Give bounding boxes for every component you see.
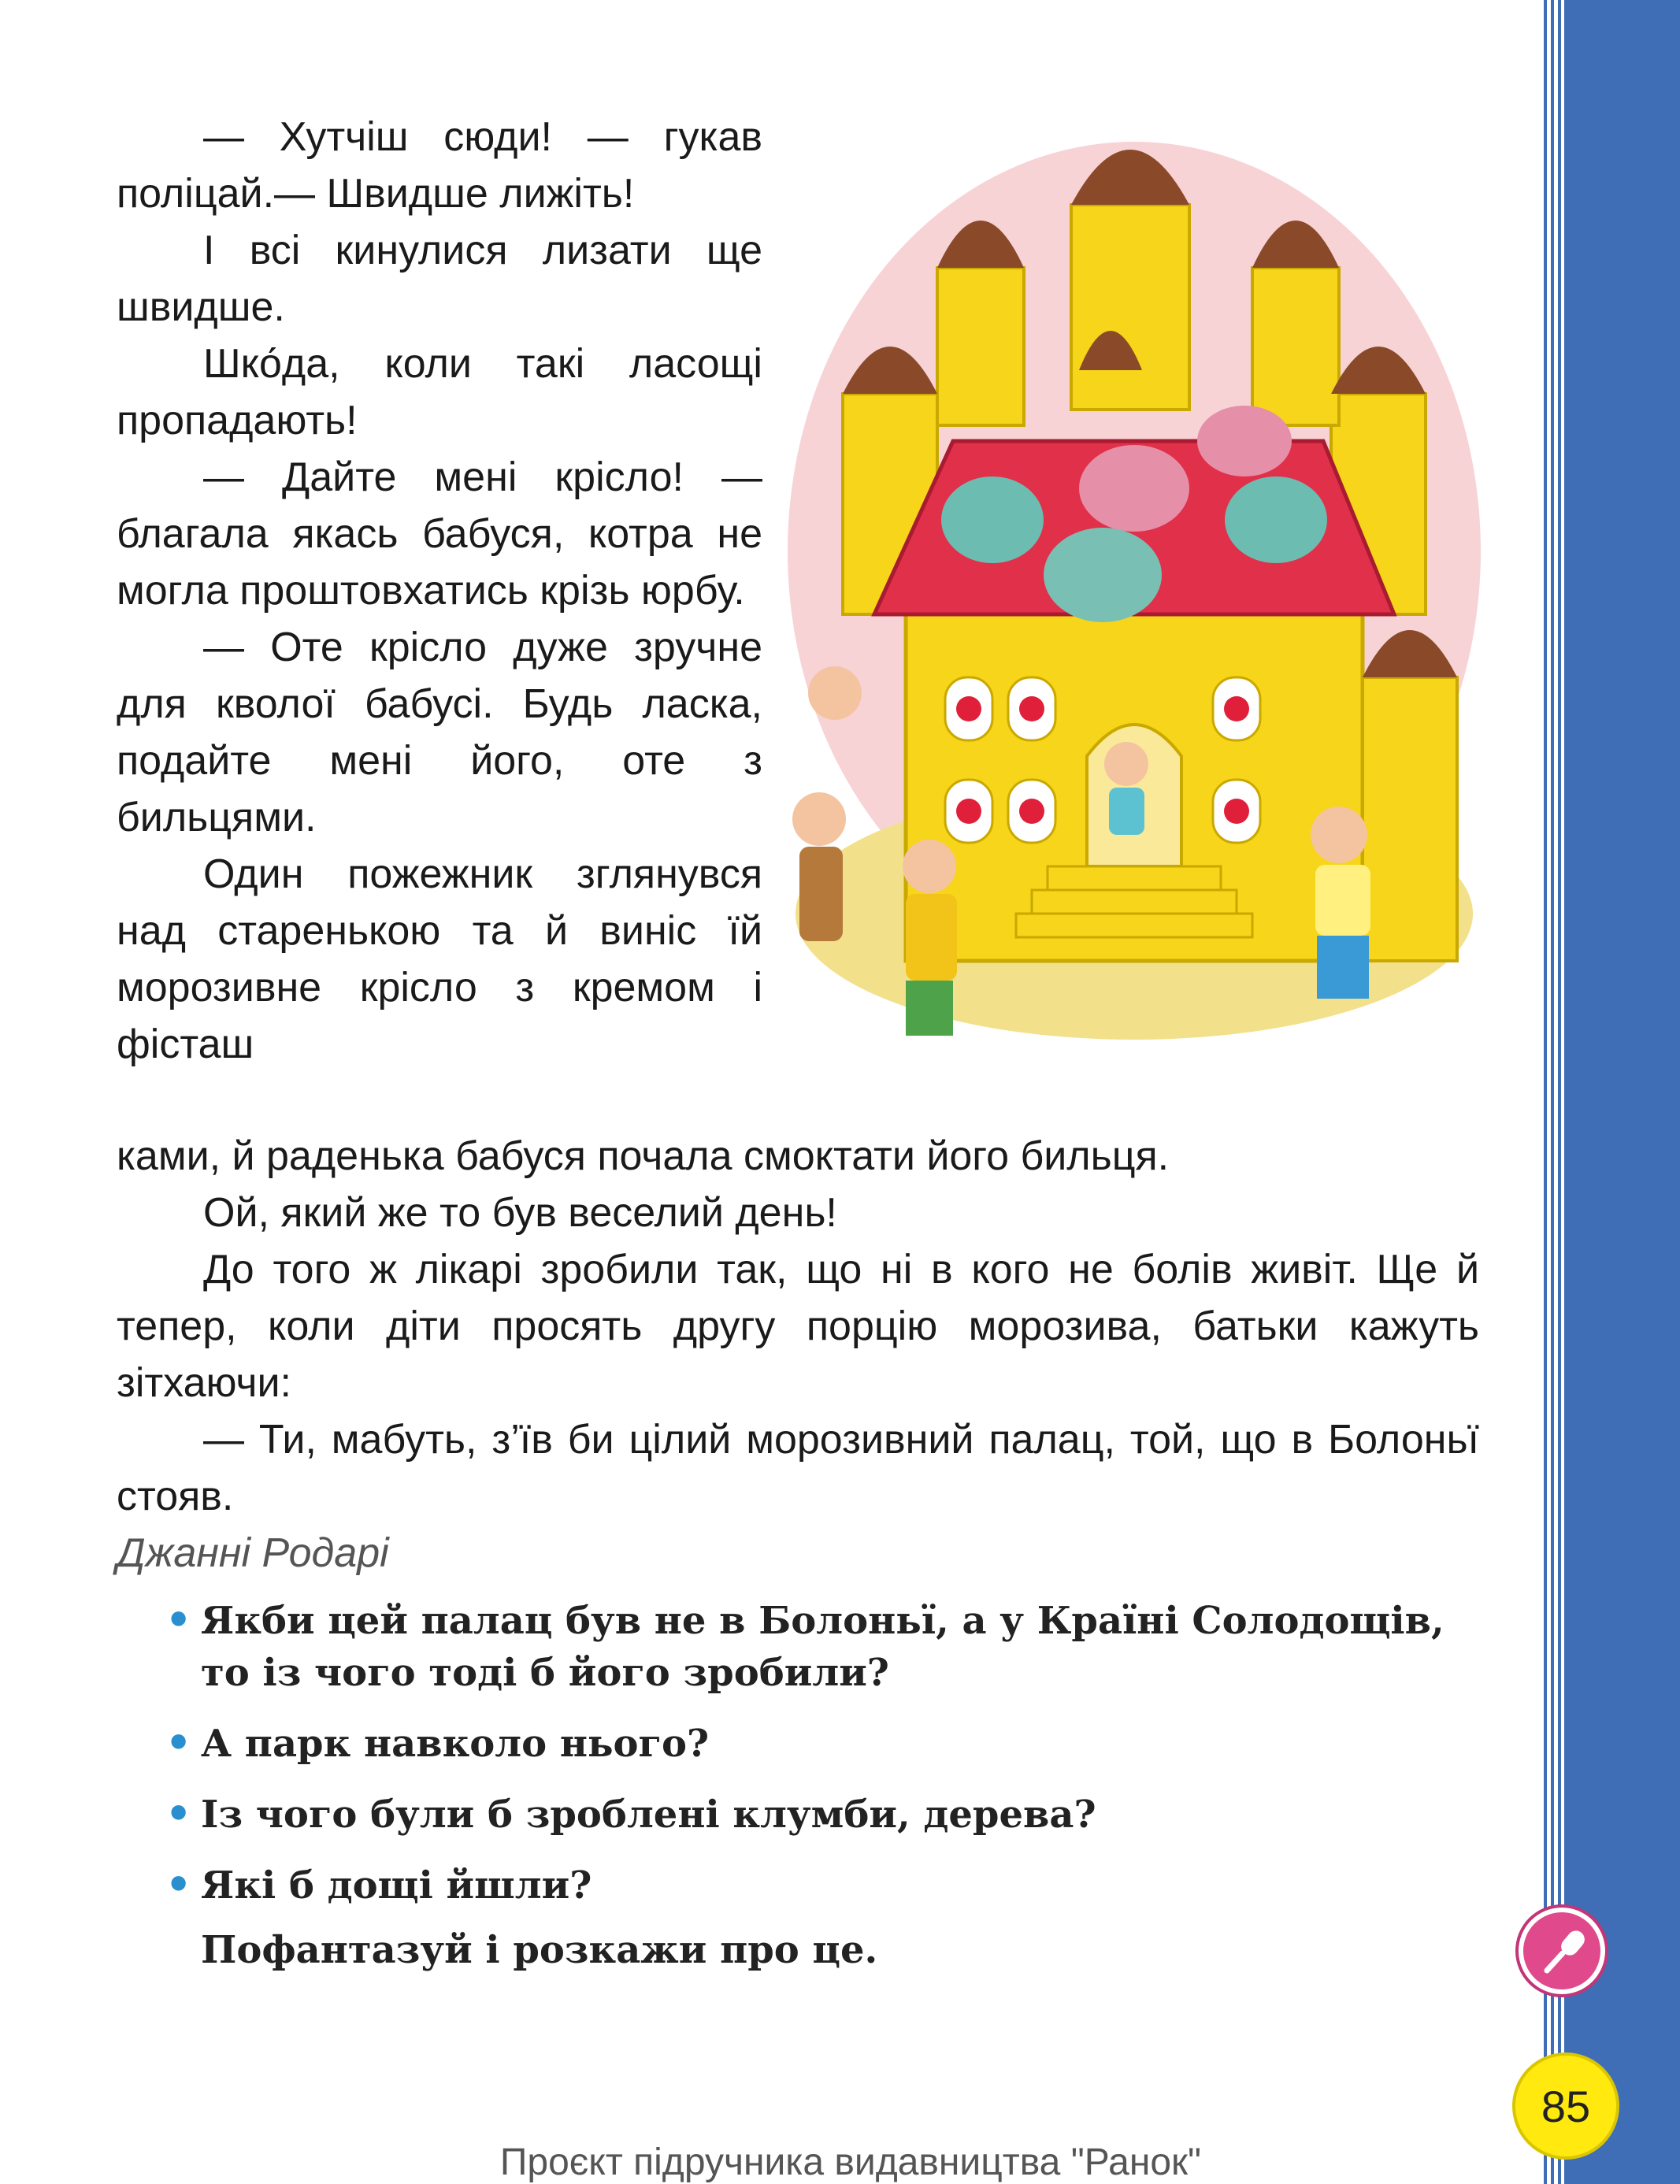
story-paragraph: — Дайте мені крісло! — благала якась бабуся, котра не могла проштовхатись крізь юрбу. bbox=[117, 454, 762, 614]
task-instruction: Пофантазуй і розкажи про це. bbox=[201, 1928, 878, 1972]
question-text: А парк навколо нього? bbox=[201, 1722, 710, 1766]
footer-note: Проєкт підручника видавництва "Ранок" bbox=[499, 2141, 1202, 2183]
bullet-icon: • bbox=[165, 1861, 192, 1909]
question-item bbox=[165, 1718, 1477, 1770]
story-paragraph: — Оте крісло дуже зручне для кволої бабусі. Будь ласка, подайте мені його, оте з бильцями. bbox=[117, 625, 762, 840]
microphone-icon bbox=[1519, 1908, 1605, 1994]
bullet-icon: • bbox=[165, 1596, 192, 1644]
story-line: ками, й раденька бабуся почала смоктати його бильця. bbox=[117, 1133, 1170, 1179]
side-band bbox=[1546, 0, 1680, 2184]
story-paragraph: Один пожежник зглянувся над старенькою та й виніс їй морозивне крісло з кремом і фісташ bbox=[117, 851, 762, 1067]
story-line: — Ти, мабуть, з’їв би цілий морозивний палац, той, що в Болоньї стояв. bbox=[117, 1417, 1479, 1519]
story-full-width-text bbox=[117, 1128, 1479, 1581]
bullet-icon: • bbox=[165, 1790, 192, 1838]
story-paragraph: — Хутчіш сюди! — гукав поліцай.— Швидше лижіть! bbox=[117, 114, 762, 217]
question-text: Із чого були б зроблені клумби, дерева? bbox=[201, 1793, 1096, 1837]
page-number: 85 bbox=[1512, 2052, 1619, 2160]
author-name: Джанні Родарі bbox=[117, 1530, 389, 1576]
question-item bbox=[165, 1789, 1477, 1841]
questions-list bbox=[165, 1595, 1477, 1930]
question-text: Які б дощі йшли? bbox=[201, 1863, 592, 1908]
story-line: До того ж лікарі зробили так, що ні в кого не болів живіт. Ще й тепер, коли діти просять другу порцію морозива, батьки кажуть зітхаючи: bbox=[117, 1247, 1479, 1406]
question-item bbox=[165, 1595, 1477, 1699]
question-text: Якби цей палац був не в Болоньї, а у Країні Солодощів, то із чого тоді б його зробили? bbox=[201, 1599, 1445, 1695]
question-item bbox=[165, 1860, 1477, 1911]
side-stripes bbox=[1544, 0, 1564, 2184]
story-line: Ой, який же то був веселий день! bbox=[203, 1190, 837, 1236]
candy-palace-illustration bbox=[788, 110, 1481, 1079]
bullet-icon: • bbox=[165, 1719, 192, 1767]
story-paragraph: І всі кинулися лизати ще швидше. bbox=[117, 228, 762, 330]
story-column-text bbox=[117, 109, 762, 1073]
story-paragraph: Шко́да, коли такі ласощі пропадають! bbox=[117, 341, 762, 443]
